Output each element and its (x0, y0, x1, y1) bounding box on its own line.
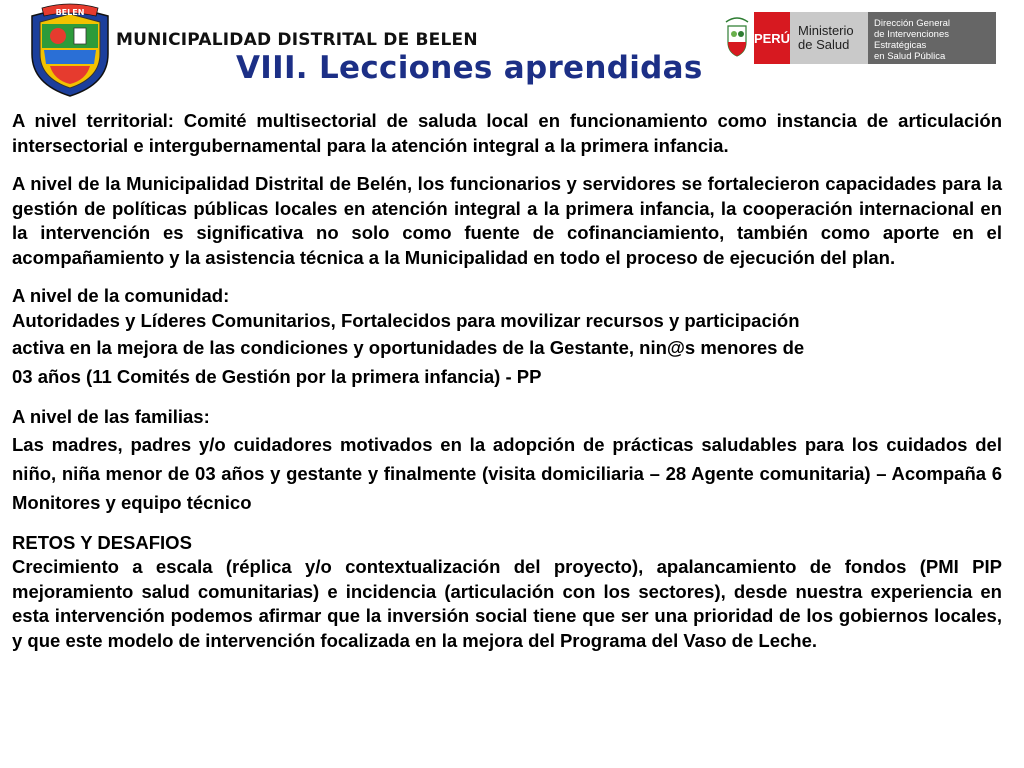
directorate-line-2: de Intervenciones Estratégicas (874, 29, 949, 51)
challenges-heading: RETOS Y DESAFIOS (12, 531, 192, 553)
page-title: VIII. Lecciones aprendidas (236, 50, 703, 86)
community-line-2: activa en la mejora de las condiciones y oportunidades de la Gestante, nin@s menores de (12, 337, 805, 358)
municipal-paragraph: A nivel de la Municipalidad Distrital de Belén, los funcionarios y servidores se fortalecieron capacidades para la gestión de políticas públicas locales en atención integral a la primera infancia, la cooperación internacional en la intervención es significativa no solo como fuente de cofinanciamiento, también como aporte en el acompañamiento y la asistencia técnica a la Municipalidad en todo el proceso de ejecución del plan. (12, 173, 1002, 268)
families-heading: A nivel de las familias: (12, 406, 210, 427)
families-paragraph: Las madres, padres y/o cuidadores motivados en la adopción de prácticas saludables para los cuidados del niño, niña menor de 03 años y gestante y finalmente (visita domiciliaria – 28 Agente comunitaria) – Acompaña 6 Monitores y equipo técnico (12, 433, 1002, 513)
ministry-line-1: Ministerio (798, 23, 854, 38)
peru-label: PERÚ (754, 12, 790, 64)
community-line-3: 03 años (11 Comités de Gestión por la primera infancia) - PP (12, 366, 542, 387)
municipal-coat-of-arms-logo (24, 2, 116, 98)
territorial-paragraph: A nivel territorial: Comité multisectorial de saluda local en funcionamiento como instancia de articulación intersectorial e intergubernamental para la atención integral a la primera infancia. (12, 110, 1002, 156)
challenges-paragraph: Crecimiento a escala (réplica y/o contextualización del proyecto), apalancamiento de fondos (PMI PIP mejoramiento salud comunitarias) e incidencia (articulación con los sectores), desde nuestra experiencia en esta intervención podemos afirmar que la inversión social tiene que ser una prioridad de los gobiernos locales, y que este modelo de intervención focalizada en la mejora del Programa del Vaso de Leche. (12, 556, 1002, 651)
peru-shield-icon (724, 12, 750, 64)
logo-lettering: BELEN (55, 8, 85, 17)
community-line-1: Autoridades y Líderes Comunitarios, Fortalecidos para movilizar recursos y participación (12, 309, 800, 331)
directorate-label (868, 12, 996, 64)
ministry-banner (724, 12, 996, 64)
community-heading: A nivel de la comunidad: (12, 285, 230, 306)
directorate-line-1: Dirección General (874, 18, 951, 29)
lessons-content (12, 109, 1002, 653)
ministry-line-2: de Salud (798, 37, 850, 52)
ministry-label (790, 12, 868, 64)
directorate-line-3: en Salud Pública (874, 51, 946, 62)
organization-name: MUNICIPALIDAD DISTRITAL DE BELEN (116, 30, 478, 50)
